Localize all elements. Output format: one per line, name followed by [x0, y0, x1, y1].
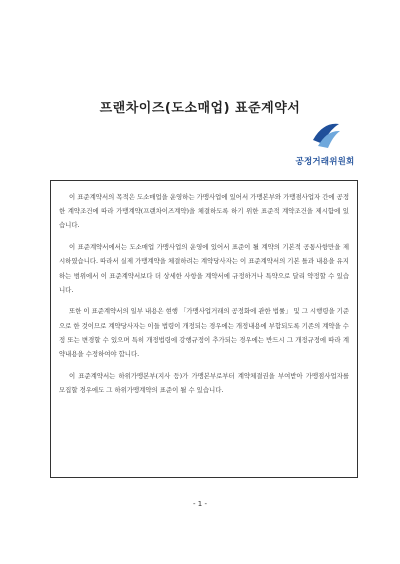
page-number: - 1 -	[193, 500, 207, 508]
notice-paragraph: 이 표준계약서의 목적은 도소매업을 운영하는 가맹사업에 있어서 가맹본부와 가맹점사업자 간에 공정한 계약조건에 따라 가맹계약(프랜차이즈계약)을 체결하도록 하기 위한 표준적 계약조건을 제시함에 있습니다.	[59, 193, 349, 230]
notice-paragraph: 이 표준계약서에서는 도소매업 가맹사업의 운영에 있어서 표준이 될 계약의 기본적 공통사항만을 제시하였습니다. 따라서 실제 가맹계약을 체결하려는 계약당사자는 이 표준계약서의 기본 틀과 내용을 유지하는 범위에서 이 표준계약서보다 더 상세한 사항을 계약서에 규정하거나 특약으로 달리 약정할 수 있습니다.	[59, 243, 349, 294]
ftc-logo-icon	[309, 118, 343, 154]
logo-text: 공정거래위원회	[295, 157, 355, 167]
notice-box	[50, 180, 358, 478]
ftc-logo	[285, 118, 365, 170]
notice-paragraph: 이 표준계약서는 하위가맹본부(지사 등)가 가맹본부로부터 계약체결권을 부여받아 가맹점사업자를 모집할 경우에도 그 하위가맹계약의 표준이 될 수 있습니다.	[59, 371, 349, 394]
notice-paragraph: 또한 이 표준계약서의 일부 내용은 현행 「가맹사업거래의 공정화에 관한 법률」 및 그 시행령을 기준으로 한 것이므로 계약당사자는 이들 법령이 개정되는 경우에는 개정내용에 부합되도록 기존의 계약을 수정 또는 변경할 수 있으며 특히 개정법령에 강행규정이 추가되는 경우에는 반드시 그 개정규정에 따라 계약내용을 수정하여야 합니다.	[59, 307, 349, 359]
document-title: 프랜차이즈(도소매업) 표준계약서	[99, 101, 301, 116]
